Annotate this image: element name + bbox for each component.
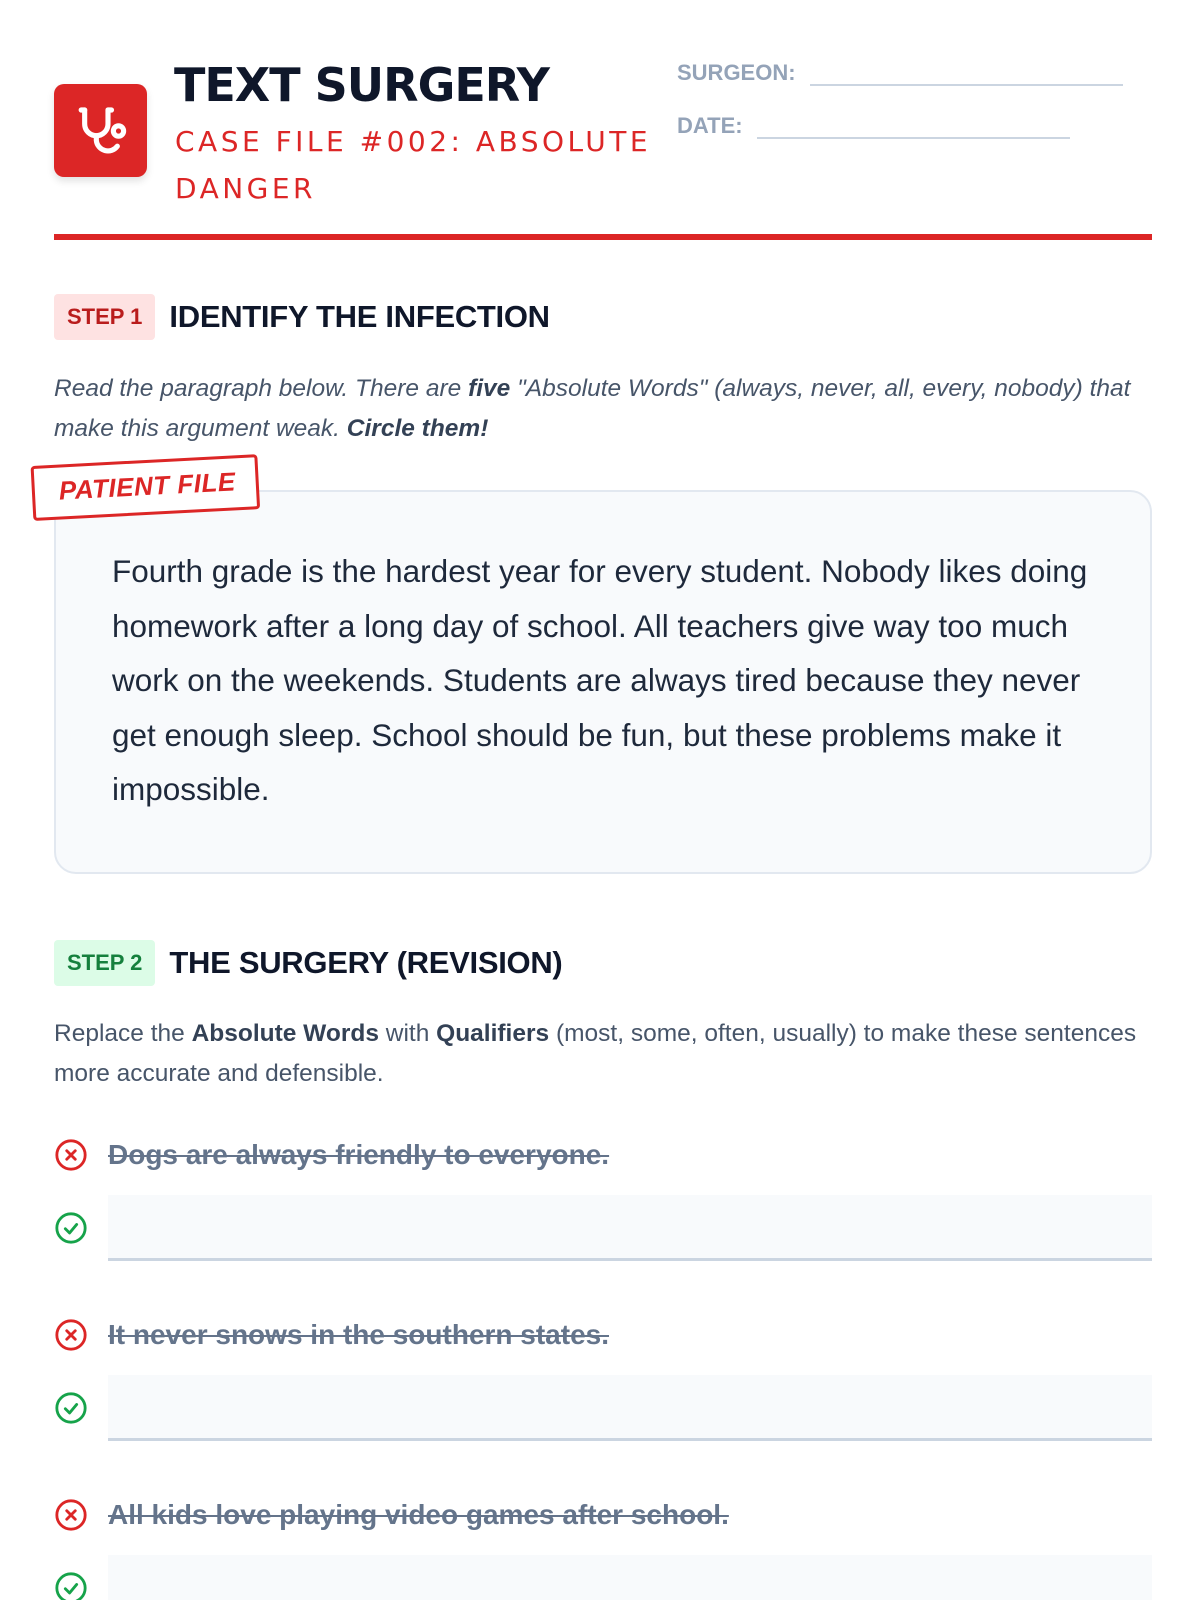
step2-instructions — [54, 1014, 1154, 1094]
x-circle-icon — [54, 1498, 88, 1532]
count-emphasis: five — [468, 375, 511, 402]
step2-instr-text-1: Replace the — [54, 1020, 192, 1047]
circle-them-cta: Circle them! — [346, 415, 489, 442]
step1-title: IDENTIFY THE INFECTION — [169, 299, 550, 334]
qualifiers-term: Qualifiers — [436, 1020, 550, 1047]
surgeon-input-line[interactable] — [810, 62, 1123, 86]
absolute-words-term: Absolute Words — [191, 1020, 379, 1047]
step2-badge: STEP 2 — [54, 940, 155, 986]
original-sentence: All kids love playing video games after school. — [108, 1499, 729, 1530]
x-circle-icon — [54, 1318, 88, 1352]
step2-title: THE SURGERY (REVISION) — [169, 945, 563, 980]
step1-instructions-text: Read the paragraph below. There are — [54, 375, 469, 402]
patient-file-box — [54, 490, 1152, 874]
patient-paragraph[interactable]: Fourth grade is the hardest year for every student. Nobody likes doing homework after a long day of school. All teachers give way too much work on the weekends. Students are always tired because they never get enough sleep. School should be fun, but these problems make it impossible. — [112, 553, 1088, 807]
revision-item — [54, 1495, 1152, 1600]
step1-instructions-text-2: "Absolute Words" (always, never, all, every, nobody) that make this argument weak. — [54, 375, 1131, 442]
worksheet-header — [54, 0, 1152, 240]
revision-item — [54, 1135, 1152, 1261]
case-file-subtitle: CASE FILE #002: ABSOLUTE DANGER — [175, 125, 652, 205]
step2-instr-text-3: (most, some, often, usually) to make these sentences more accurate and defensible. — [54, 1020, 1137, 1087]
date-label: DATE: — [677, 113, 743, 138]
step1-heading — [54, 294, 550, 340]
x-circle-icon — [54, 1138, 88, 1172]
surgeon-field — [677, 60, 1123, 86]
page-title: TEXT SURGERY — [174, 58, 549, 112]
step2-instr-text-2: with — [378, 1020, 437, 1047]
surgeon-label: SURGEON: — [677, 60, 796, 85]
stethoscope-icon — [73, 103, 129, 159]
revision-answer-input[interactable] — [108, 1375, 1152, 1441]
original-sentence: It never snows in the southern states. — [108, 1319, 610, 1350]
revision-item — [54, 1315, 1152, 1441]
date-field — [677, 113, 1070, 139]
step2-heading — [54, 940, 562, 986]
check-circle-icon — [54, 1571, 88, 1600]
check-circle-icon — [54, 1211, 88, 1245]
step1-instructions — [54, 369, 1154, 449]
step1-badge: STEP 1 — [54, 294, 155, 340]
patient-file-stamp: PATIENT FILE — [31, 454, 260, 521]
revision-answer-input[interactable] — [108, 1195, 1152, 1261]
logo-badge — [54, 84, 147, 177]
date-input-line[interactable] — [757, 115, 1070, 139]
revision-answer-input[interactable] — [108, 1555, 1152, 1600]
check-circle-icon — [54, 1391, 88, 1425]
original-sentence: Dogs are always friendly to everyone. — [108, 1139, 610, 1170]
